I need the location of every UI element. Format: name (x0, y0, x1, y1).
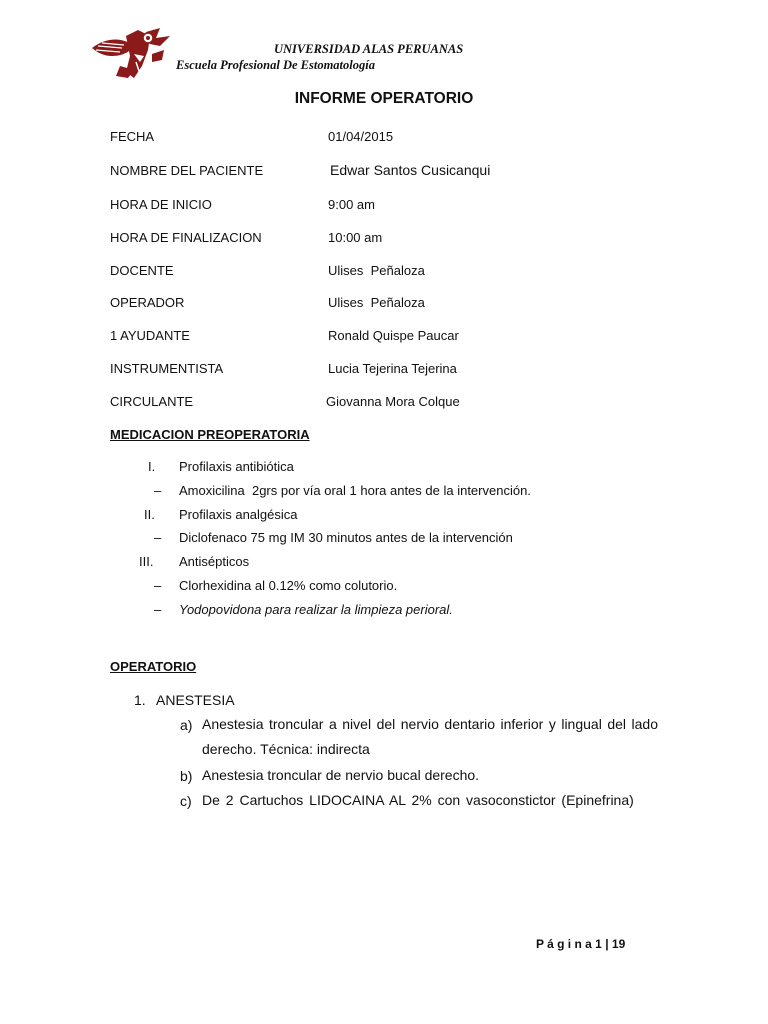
med-marker: – (154, 602, 162, 617)
med-marker: – (154, 483, 162, 498)
university-logo (90, 26, 176, 84)
med-marker: – (154, 530, 162, 545)
field-value-hora-inicio: 9:00 am (328, 197, 375, 212)
operatorio-heading: OPERATORIO (110, 659, 197, 674)
total-pages: 19 (611, 937, 626, 951)
field-label-circulante: CIRCULANTE (110, 394, 194, 409)
report-title: INFORME OPERATORIO (294, 90, 474, 107)
med-marker: I. (148, 459, 156, 474)
page-label: P á g i n a (536, 937, 592, 951)
subitem-marker: a) (180, 717, 193, 733)
operatorio-item-title: ANESTESIA (156, 692, 235, 708)
med-item-text: Diclofenaco 75 mg IM 30 minutos antes de la intervención (179, 530, 513, 545)
page-footer (536, 937, 625, 951)
school-name: Escuela Profesional De Estomatología (176, 58, 375, 72)
medicacion-heading: MEDICACION PREOPERATORIA (110, 427, 310, 442)
med-marker: II. (144, 507, 155, 522)
med-item-text: Antisépticos (179, 554, 250, 569)
operatorio-item-marker: 1. (134, 692, 146, 708)
field-label-hora-fin: HORA DE FINALIZACION (110, 230, 262, 245)
field-value-ayudante: Ronald Quispe Paucar (328, 328, 459, 343)
field-value-hora-fin: 10:00 am (328, 230, 383, 245)
subitem-marker: c) (180, 793, 192, 809)
med-marker: – (154, 578, 162, 593)
med-item-text: Clorhexidina al 0.12% como colutorio. (179, 578, 398, 593)
field-value-fecha: 01/04/2015 (328, 129, 394, 144)
subitem-text: Anestesia troncular a nivel del nervio dentario inferior y lingual del lado derecho. Técnica: indirecta (202, 716, 658, 757)
field-label-hora-inicio: HORA DE INICIO (110, 197, 212, 212)
page-separator: | (605, 937, 609, 951)
field-label-fecha: FECHA (110, 129, 155, 144)
field-value-instrumentista: Lucia Tejerina Tejerina (328, 361, 457, 376)
med-item-text: Amoxicilina 2grs por vía oral 1 hora antes de la intervención. (179, 483, 531, 498)
med-item-text: Profilaxis antibiótica (179, 459, 294, 474)
subitem-text: De 2 Cartuchos LIDOCAINA AL 2% con vasoconstictor (Epinefrina) (202, 792, 634, 808)
field-value-paciente: Edwar Santos Cusicanqui (330, 162, 491, 178)
page-number: 1 (595, 937, 602, 951)
med-marker: III. (139, 554, 154, 569)
field-label-ayudante: 1 AYUDANTE (110, 328, 190, 343)
field-value-operador: Ulises Peñaloza (328, 295, 425, 310)
field-label-docente: DOCENTE (110, 263, 174, 278)
subitem-text: Anestesia troncular de nervio bucal derecho. (202, 767, 480, 783)
field-label-paciente: NOMBRE DEL PACIENTE (110, 163, 264, 178)
field-label-instrumentista: INSTRUMENTISTA (110, 361, 224, 376)
field-label-operador: OPERADOR (110, 295, 185, 310)
field-value-circulante: Giovanna Mora Colque (326, 394, 460, 409)
university-name: UNIVERSIDAD ALAS PERUANAS (274, 42, 464, 56)
med-item-text: Profilaxis analgésica (179, 507, 298, 522)
subitem-marker: b) (180, 768, 193, 784)
med-item-text: Yodopovidona para realizar la limpieza perioral. (179, 602, 453, 617)
field-value-docente: Ulises Peñaloza (328, 263, 425, 278)
university-logo-emblem (90, 26, 176, 84)
